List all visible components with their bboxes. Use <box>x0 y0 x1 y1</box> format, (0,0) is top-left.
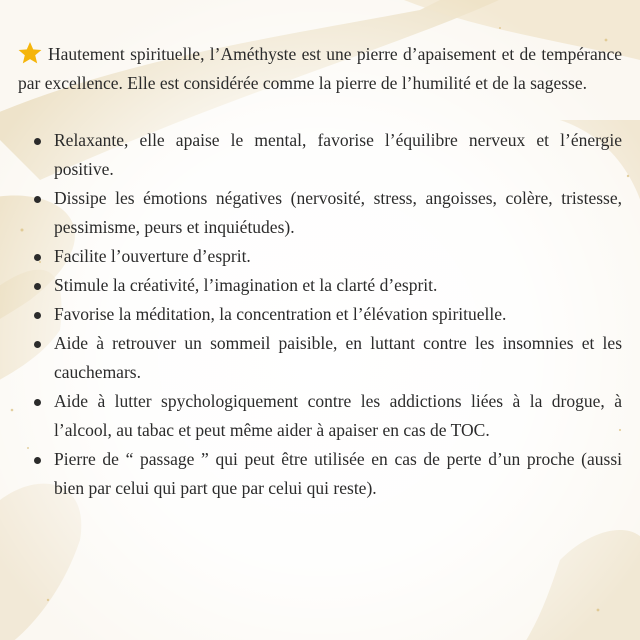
list-item: Relaxante, elle apaise le mental, favorise l’équilibre nerveux et l’énergie positive. <box>18 126 622 184</box>
star-icon <box>18 42 42 64</box>
bullet-icon <box>34 341 41 348</box>
list-item: Favorise la méditation, la concentration et l’élévation spirituelle. <box>18 300 622 329</box>
intro-paragraph <box>18 40 622 98</box>
bullet-icon <box>34 283 41 290</box>
bullet-icon <box>34 312 41 319</box>
bullet-icon <box>34 196 41 203</box>
list-item: Aide à retrouver un sommeil paisible, en luttant contre les insomnies et les cauchemars. <box>18 329 622 387</box>
bullet-icon <box>34 399 41 406</box>
intro-text: Hautement spirituelle, l’Améthyste est une pierre d’apaisement et de tempérance par excellence. Elle est considérée comme la pierre de l’humilité et de la sagesse. <box>18 44 622 93</box>
content <box>18 40 622 503</box>
list-item: Facilite l’ouverture d’esprit. <box>18 242 622 271</box>
list-item: Stimule la créativité, l’imagination et la clarté d’esprit. <box>18 271 622 300</box>
list-item: Aide à lutter spychologiquement contre les addictions liées à la drogue, à l’alcool, au tabac et peut même aider à apaiser en cas de TOC. <box>18 387 622 445</box>
list-item: Pierre de “ passage ” qui peut être utilisée en cas de perte d’un proche (aussi bien par celui qui part que par celui qui reste). <box>18 445 622 503</box>
benefits-list <box>18 126 622 503</box>
bullet-icon <box>34 138 41 145</box>
list-item: Dissipe les émotions négatives (nervosité, stress, angoisses, colère, tristesse, pessimisme, peurs et inquiétudes). <box>18 184 622 242</box>
bullet-icon <box>34 457 41 464</box>
bullet-icon <box>34 254 41 261</box>
